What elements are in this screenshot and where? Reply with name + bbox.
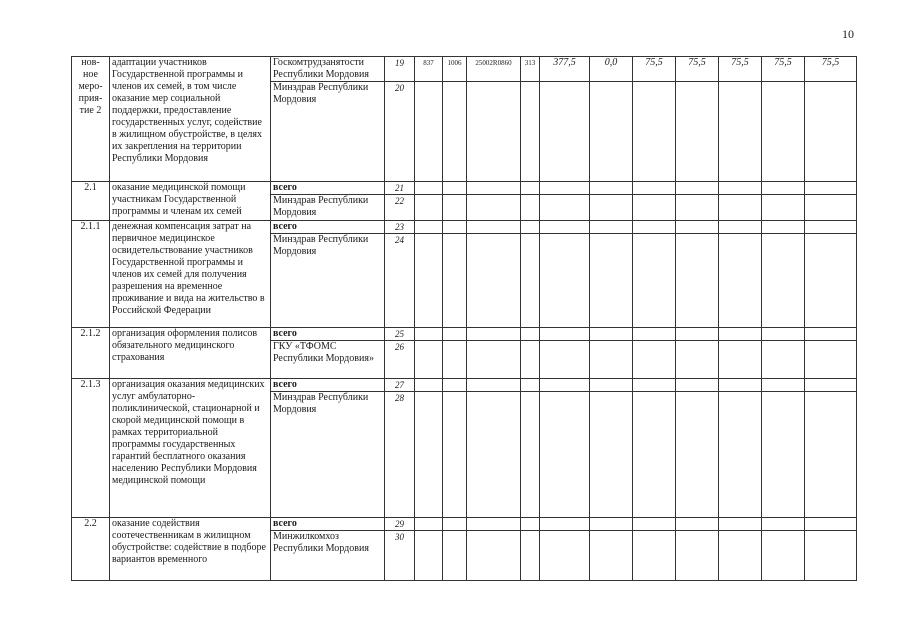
row-code: 19	[385, 57, 415, 82]
row-code: 21	[385, 182, 415, 195]
responsible-cell: Минздрав Республики Мордовия	[271, 195, 385, 221]
responsible-cell: всего	[271, 221, 385, 234]
row-number: 2.1.2	[72, 328, 110, 379]
grbs-cell: 837	[415, 57, 443, 82]
row-number: 2.1.1	[72, 221, 110, 328]
table-row	[72, 221, 857, 234]
row-name: организация оформления полисов обязательного медицинского страхования	[110, 328, 271, 379]
row-name: адаптации участников Государственной программы и членов их семей, в том числе оказание мер социальной поддержки, предоставление государственных услуг, содействие в жилищном обустройстве, в целях их закрепления на территории Республики Мордовия	[110, 57, 271, 182]
table-row	[72, 328, 857, 341]
value-year-3: 75,5	[676, 57, 719, 82]
row-code: 25	[385, 328, 415, 341]
responsible-cell: всего	[271, 182, 385, 195]
responsible-cell: Минздрав Республики Мордовия	[271, 234, 385, 328]
row-code: 28	[385, 392, 415, 518]
vr-cell: 313	[521, 57, 540, 82]
page-number: 10	[842, 27, 854, 41]
row-code: 22	[385, 195, 415, 221]
row-number: 2.1.3	[72, 379, 110, 518]
table-row	[72, 379, 857, 392]
responsible-cell: Минжилкомхоз Республики Мордовия	[271, 531, 385, 581]
value-total: 377,5	[540, 57, 590, 82]
table-row	[72, 182, 857, 195]
row-code: 26	[385, 341, 415, 379]
row-name: оказание медицинской помощи участникам Государственной программы и членам их семей	[110, 182, 271, 221]
row-number: нов-ное меро-прия-тие 2	[72, 57, 110, 182]
responsible-cell: Госкомтрудзанятости Республики Мордовия	[271, 57, 385, 82]
row-name: организация оказания медицинских услуг амбулаторно-поликлинической, стационарной и скорой медицинской помощи в рамках территориальной программы государственных гарантий бесплатного оказания населению Республики Мордовия медицинской помощи	[110, 379, 271, 518]
table-row	[72, 57, 857, 82]
row-name: денежная компенсация затрат на первичное медицинское освидетельствование участников Государственной программы и членов их семей для получения разрешения на временное проживание и вида на жительство в Российской Федерации	[110, 221, 271, 328]
row-name: оказание содействия соотечественникам в жилищном обустройстве: содействие в подборе вариантов временного	[110, 518, 271, 581]
row-code: 20	[385, 82, 415, 182]
row-code: 29	[385, 518, 415, 531]
rzpr-cell: 1006	[443, 57, 467, 82]
value-year-2: 75,5	[633, 57, 676, 82]
row-number: 2.1	[72, 182, 110, 221]
responsible-cell: Минздрав Республики Мордовия	[271, 82, 385, 182]
budget-table	[71, 56, 857, 581]
value-year-4: 75,5	[719, 57, 762, 82]
row-code: 24	[385, 234, 415, 328]
value-year-5: 75,5	[762, 57, 805, 82]
row-code: 23	[385, 221, 415, 234]
row-code: 30	[385, 531, 415, 581]
row-number: 2.2	[72, 518, 110, 581]
responsible-cell: ГКУ «ТФОМС Республики Мордовия»	[271, 341, 385, 379]
csr-cell: 25002R0860	[467, 57, 521, 82]
value-year-6: 75,5	[805, 57, 857, 82]
responsible-cell: всего	[271, 518, 385, 531]
value-year-1: 0,0	[590, 57, 633, 82]
row-code: 27	[385, 379, 415, 392]
responsible-cell: всего	[271, 328, 385, 341]
responsible-cell: всего	[271, 379, 385, 392]
responsible-cell: Минздрав Республики Мордовия	[271, 392, 385, 518]
table-row	[72, 518, 857, 531]
